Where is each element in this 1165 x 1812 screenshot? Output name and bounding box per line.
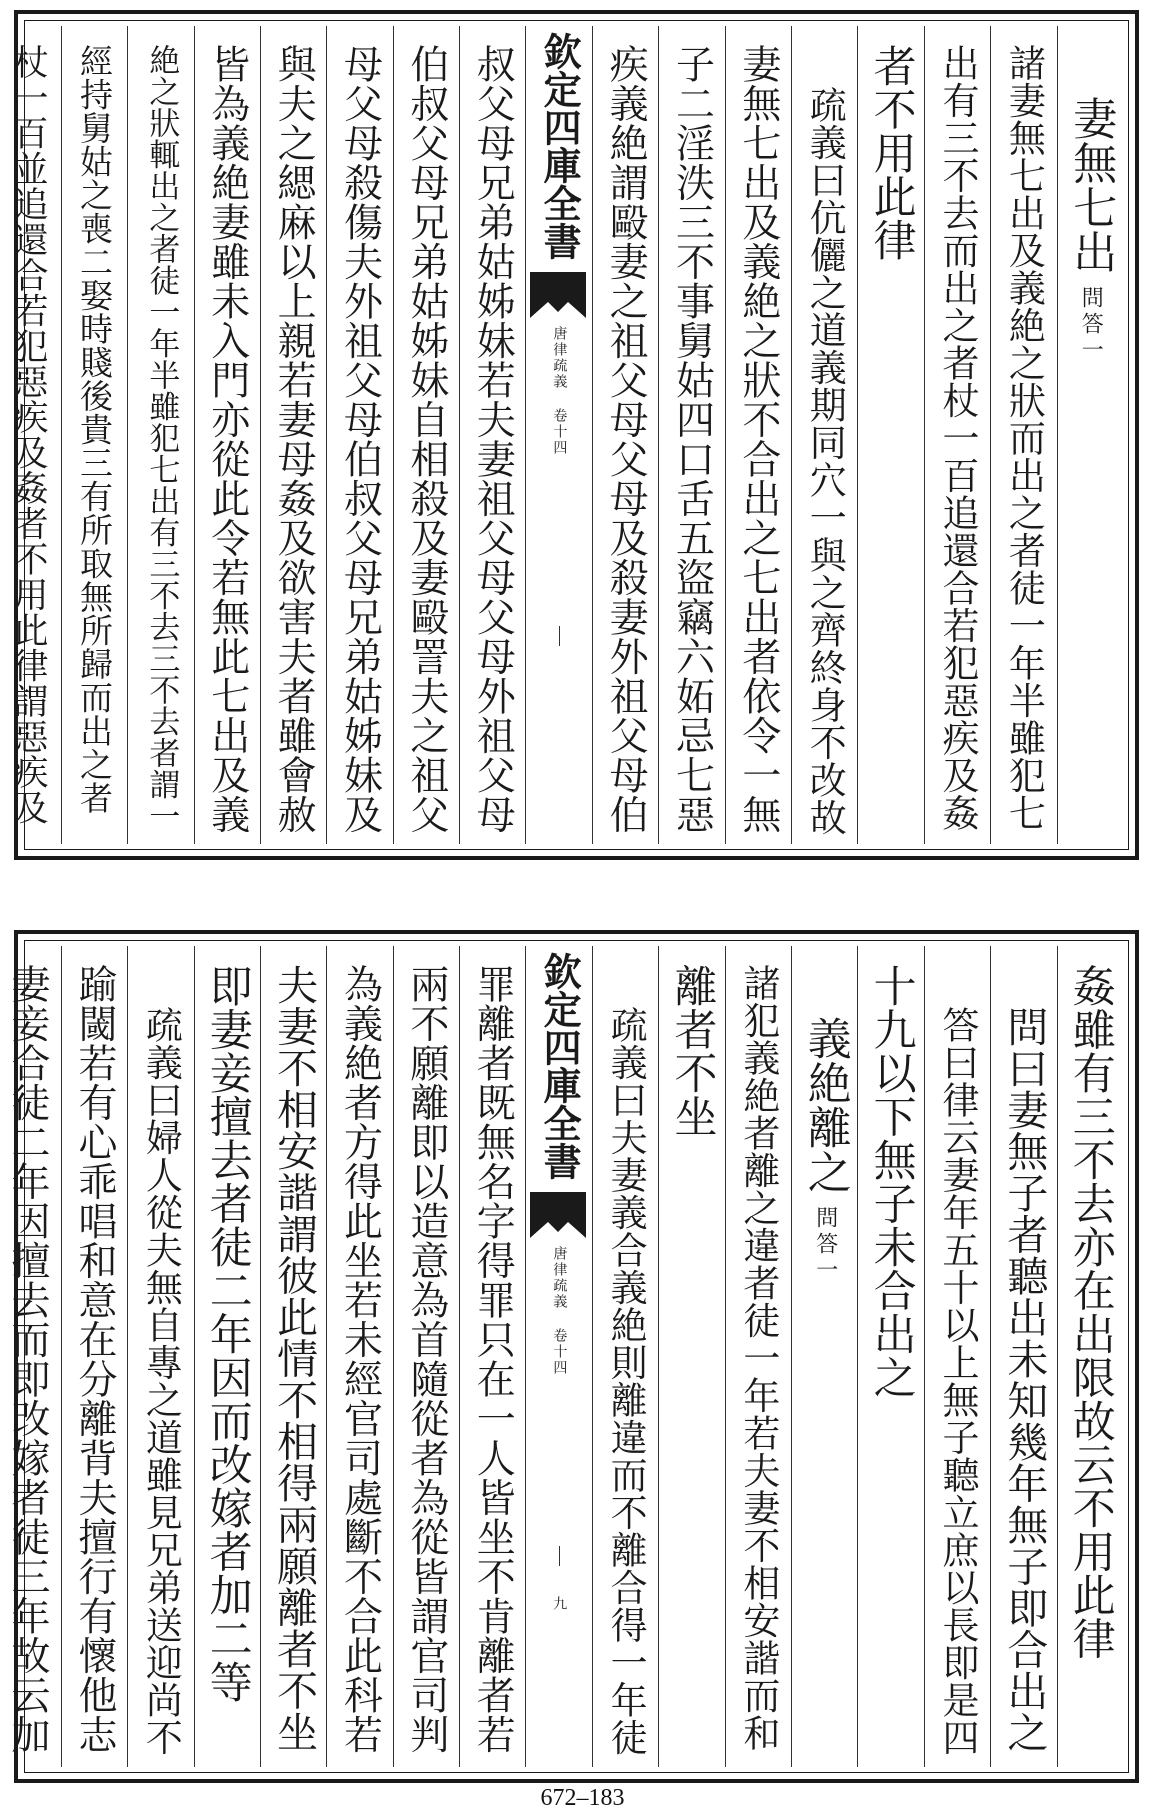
text-column <box>990 26 1056 844</box>
center-rule <box>559 626 560 646</box>
text-line: 子二淫泆三不事舅姑四口舌五盜竊六妬忌七惡 <box>669 44 715 834</box>
center-fold-column <box>525 26 591 844</box>
text-column <box>194 946 260 1767</box>
center-book-section: 唐律疏義 卷十四 <box>551 326 568 456</box>
text-line: 為義絶者方得此坐若未經官司處斷不合此科若 <box>337 964 383 1754</box>
heading-note: 問答一 <box>1078 286 1104 364</box>
text-column <box>194 26 260 844</box>
leaf-number: 九 <box>551 1596 568 1610</box>
lower-text-columns <box>5 946 1123 1767</box>
center-rule <box>559 1546 560 1566</box>
upper-text-columns <box>8 26 1123 844</box>
text-column <box>260 946 326 1767</box>
text-column <box>127 26 193 844</box>
text-column <box>857 26 923 844</box>
text-line: 伯叔父母兄弟姑姊妹自相殺及妻毆詈夫之祖父 <box>403 44 449 834</box>
text-column <box>990 946 1056 1767</box>
text-column <box>791 26 857 844</box>
page-number: 672–183 <box>540 1785 625 1811</box>
text-column <box>725 26 791 844</box>
text-column <box>459 26 525 844</box>
text-line: 疾義絶謂毆妻之祖父母父母及殺妻外祖父母伯 <box>603 44 649 834</box>
text-line: 妻妾合徒二年因擅去而即改嫁者徒三年故云加 <box>5 964 51 1754</box>
text-line: 皆為義絶妻雖未入門亦從此令若無此七出及義 <box>204 44 250 834</box>
text-column <box>658 946 724 1767</box>
text-line: 經持舅姑之喪二娶時賤後貴三有所取無所歸而出之者 <box>74 44 114 815</box>
text-line: 踰閾若有心乖唱和意在分離背夫擅行有懷他志 <box>71 964 117 1754</box>
lower-page <box>5 930 1139 1783</box>
text-line: 諸犯義絶者離之違者徒一年若夫妻不相安諧而和 <box>736 964 780 1752</box>
text-line: 夫妻不相安諧謂彼此情不相得兩願離者不坐 <box>270 964 319 1753</box>
text-column <box>0 946 61 1767</box>
section-heading <box>799 1016 851 1284</box>
commentary-line: 答曰律云妻年五十以上無子聽立庶以長即是四 <box>936 1006 980 1756</box>
heading-note: 問答一 <box>812 1206 838 1284</box>
center-title: 欽定四庫全書 <box>537 952 583 1180</box>
heading-text: 妻無七出 <box>1065 96 1117 274</box>
center-title: 欽定四庫全書 <box>537 32 583 260</box>
text-line: 十九以下無子未合出之 <box>866 964 917 1399</box>
text-column <box>61 26 127 844</box>
text-line: 者不用此律 <box>866 44 917 262</box>
text-line: 兩不願離即以造意為首隨從者為從皆謂官司判 <box>403 964 449 1754</box>
text-column <box>1057 26 1123 844</box>
text-column <box>326 26 392 844</box>
text-column <box>0 26 61 844</box>
text-column <box>658 26 724 844</box>
commentary-line: 疏義曰婦人從夫無自專之道雖見兄弟送迎尚不 <box>139 1006 183 1756</box>
text-column <box>393 26 459 844</box>
text-column <box>127 946 193 1767</box>
text-line: 即妻妾擅去者徒二年因而改嫁者加二等 <box>202 964 253 1704</box>
text-column <box>1057 946 1123 1767</box>
text-line: 與夫之緦麻以上親若妻母姦及欲害夫者雖會赦 <box>271 44 317 834</box>
text-column <box>592 26 658 844</box>
section-heading <box>1065 96 1117 364</box>
text-line: 諸妻無七出及義絶之狀而出之者徒一年半雖犯七 <box>1002 44 1046 832</box>
text-column <box>725 946 791 1767</box>
center-book-section: 唐律疏義 卷十四 <box>551 1246 568 1376</box>
text-line: 離者不坐 <box>667 964 718 1138</box>
commentary-line: 問曰妻無子者聽出未知幾年無子即合出之 <box>1000 1006 1049 1753</box>
text-line: 罪離者既無名字得罪只在一人皆坐不肯離者若 <box>470 964 516 1754</box>
text-column <box>61 946 127 1767</box>
text-column <box>393 946 459 1767</box>
text-line: 杖一百並追還合若犯惡疾及姦者不用此律謂惡疾及 <box>8 44 49 825</box>
commentary-line: 疏義曰伉儷之道義期同穴一與之齊終身不改故 <box>803 86 847 836</box>
fishtail-ornament-icon <box>530 1192 586 1238</box>
text-line: 出有三不去而出之者杖一百追還合若犯惡疾及姦 <box>936 44 980 832</box>
text-column <box>924 946 990 1767</box>
text-column <box>260 26 326 844</box>
text-line: 絶之狀輒出之者徒一年半雖犯七出有三不去三不去者謂一 <box>143 44 180 832</box>
text-line: 母父母殺傷夫外祖父母伯叔父母兄弟姑姊妹及 <box>337 44 383 834</box>
commentary-line: 疏義曰夫妻義合義絶則離違而不離合得一年徒 <box>604 1006 648 1756</box>
fishtail-ornament-icon <box>530 272 586 318</box>
text-line: 妻無七出及義絶之狀不合出之七出者依令一無 <box>735 44 781 834</box>
text-column <box>326 946 392 1767</box>
text-column <box>857 946 923 1767</box>
heading-text: 義絶離之 <box>799 1016 851 1194</box>
text-line: 姦雖有三不去亦在出限故云不用此律 <box>1065 964 1116 1660</box>
text-column <box>592 946 658 1767</box>
text-column <box>459 946 525 1767</box>
text-column <box>791 946 857 1767</box>
text-column <box>924 26 990 844</box>
text-line: 叔父母兄弟姑姊妹若夫妻祖父母父母外祖父母 <box>470 44 516 834</box>
upper-page <box>8 10 1139 860</box>
center-fold-column <box>525 946 591 1767</box>
